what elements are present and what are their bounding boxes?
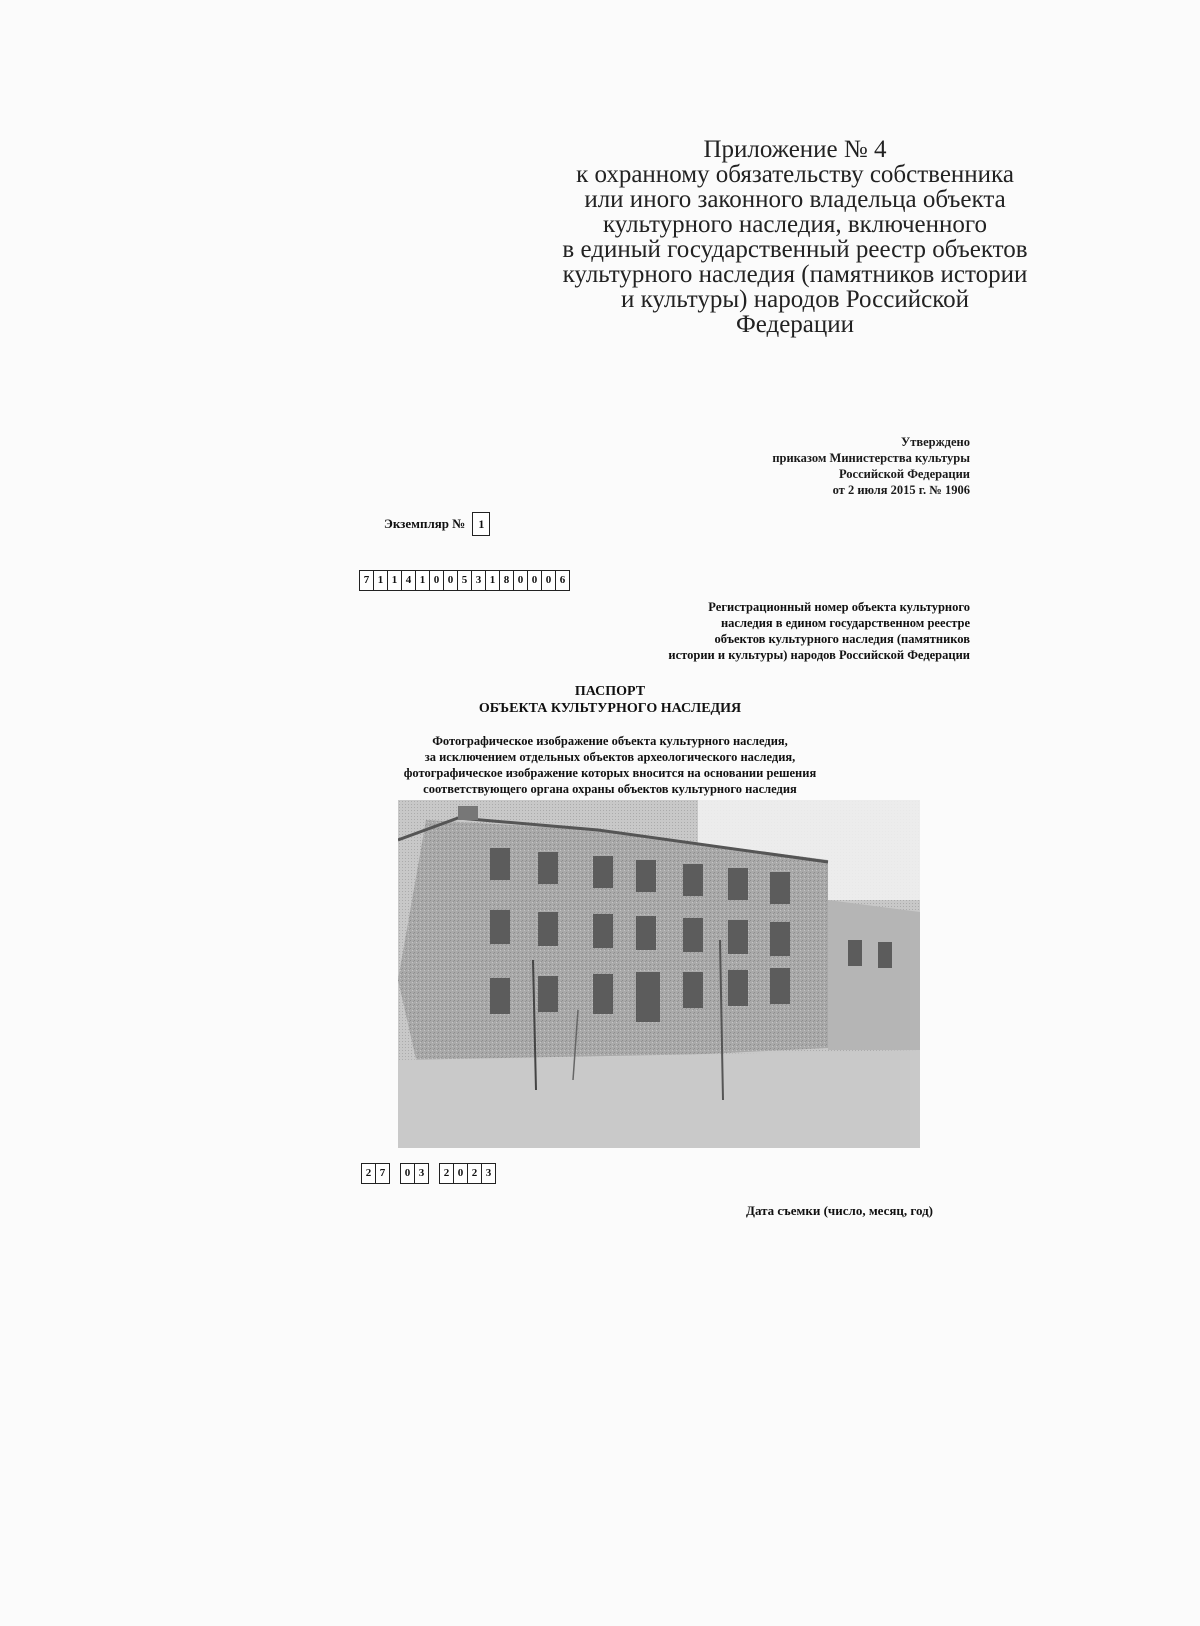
photo-date-caption: Дата съемки (число, месяц, год) <box>746 1203 934 1218</box>
digit-box: 3 <box>414 1163 429 1184</box>
appendix-line: Федерации <box>735 311 855 338</box>
passport-title-line: ОБЪЕКТА КУЛЬТУРНОГО НАСЛЕДИЯ <box>478 701 742 716</box>
registration-caption-line: истории и культуры) народов Российской Федерации <box>668 648 970 662</box>
digit-box: 2 <box>467 1163 482 1184</box>
appendix-header <box>520 137 1070 337</box>
registration-number-boxes <box>360 570 570 591</box>
photo-caption-line: Фотографическое изображение объекта культурного наследия, <box>432 734 788 748</box>
digit-box: 2 <box>361 1163 376 1184</box>
digit-box: 1 <box>415 570 430 591</box>
digit-box: 1 <box>387 570 402 591</box>
copy-number-label: Экземпляр № <box>384 516 466 531</box>
digit-box: 7 <box>375 1163 390 1184</box>
passport-title-line: ПАСПОРТ <box>574 684 646 699</box>
date-year <box>440 1163 496 1184</box>
approval-line: Утверждено <box>901 435 970 449</box>
date-day <box>362 1163 390 1184</box>
approval-line: Российской Федерации <box>838 467 970 481</box>
registration-caption-line: Регистрационный номер объекта культурного <box>708 600 970 614</box>
appendix-line: культурного наследия, включенного <box>602 211 988 238</box>
digit-box: 5 <box>457 570 472 591</box>
building-photo <box>398 800 920 1148</box>
digit-box: 4 <box>401 570 416 591</box>
digit-box: 6 <box>555 570 570 591</box>
digit-box: 0 <box>400 1163 415 1184</box>
appendix-line: в единый государственный реестр объектов <box>562 236 1028 263</box>
digit-box: 2 <box>439 1163 454 1184</box>
registration-number-caption <box>560 599 970 663</box>
digit-box: 3 <box>481 1163 496 1184</box>
digit-box: 0 <box>443 570 458 591</box>
copy-number-box: 1 <box>472 512 490 536</box>
digit-box: 8 <box>499 570 514 591</box>
appendix-line: и культуры) народов Российской <box>621 286 969 313</box>
approval-line: от 2 июля 2015 г. № 1906 <box>832 483 970 497</box>
digit-box: 7 <box>359 570 374 591</box>
date-month <box>401 1163 429 1184</box>
digit-box: 1 <box>373 570 388 591</box>
registration-caption-line: объектов культурного наследия (памятников <box>714 632 970 646</box>
photo-caption-line: фотографическое изображение которых вносится на основании решения <box>403 766 817 780</box>
digit-box: 1 <box>485 570 500 591</box>
digit-box: 3 <box>471 570 486 591</box>
appendix-line: Приложение № 4 <box>703 136 887 163</box>
photo-caption-line: соответствующего органа охраны объектов культурного наследия <box>423 782 797 796</box>
appendix-line: к охранному обязательству собственника <box>576 161 1014 188</box>
photo-caption <box>300 733 920 797</box>
digit-box: 0 <box>527 570 542 591</box>
digit-box: 0 <box>429 570 444 591</box>
approval-line: приказом Министерства культуры <box>772 451 970 465</box>
digit-box: 0 <box>541 570 556 591</box>
registration-caption-line: наследия в едином государственном реестре <box>720 616 970 630</box>
appendix-line: или иного законного владельца объекта <box>584 186 1006 213</box>
digit-box: 0 <box>513 570 528 591</box>
digit-box: 0 <box>453 1163 468 1184</box>
photo-date-boxes <box>362 1163 496 1184</box>
approval-stamp-text <box>600 434 970 498</box>
copy-number-field <box>384 512 490 536</box>
passport-title <box>300 683 920 717</box>
appendix-line: культурного наследия (памятников истории <box>562 261 1028 288</box>
photo-caption-line: за исключением отдельных объектов археологического наследия, <box>424 750 796 764</box>
